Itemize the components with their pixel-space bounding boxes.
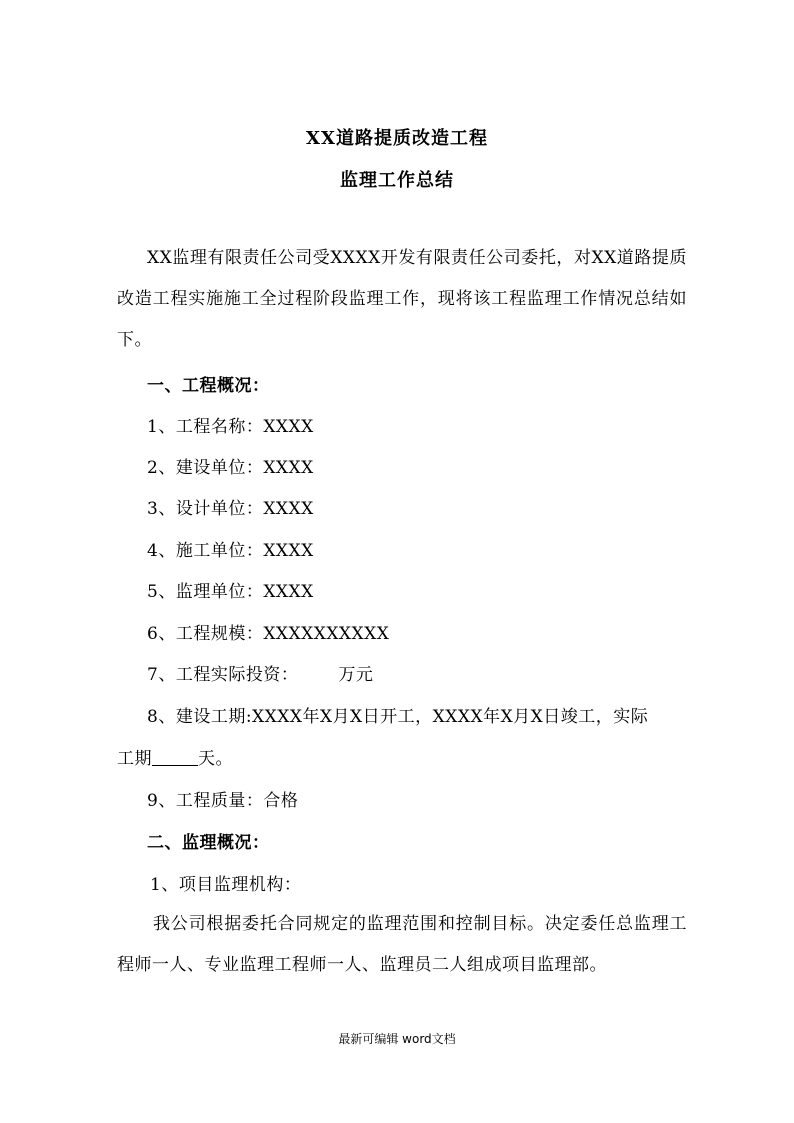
blank-underline bbox=[152, 749, 198, 766]
list-item: 9、工程质量：合格 bbox=[147, 791, 299, 811]
investment-line bbox=[147, 663, 717, 687]
period-prefix: 工期 bbox=[117, 749, 152, 769]
list-item: 5、监理单位：XXXX bbox=[147, 582, 314, 602]
organization-paragraph: 我公司根据委托合同规定的监理范围和控制目标。决定委任总监理工程师一人、专业监理工程师一人、监理员二人组成项目监理部。 bbox=[117, 914, 687, 975]
document-title: XX道路提质改造工程 bbox=[306, 128, 488, 149]
list-item: 2、建设单位：XXXX bbox=[147, 458, 314, 478]
list-item: 4、施工单位：XXXX bbox=[147, 541, 314, 561]
period-suffix: 天。 bbox=[198, 749, 233, 769]
investment-unit: 万元 bbox=[338, 665, 374, 685]
subheading-organization: 1、项目监理机构： bbox=[150, 875, 302, 895]
period-continuation bbox=[117, 747, 687, 771]
intro-paragraph: XX监理有限责任公司受XXXX开发有限责任公司委托，对XX道路提质改造工程实施施工全过程阶段监理工作，现将该工程监理工作情况总结如下。 bbox=[117, 248, 687, 350]
list-item: 1、工程名称：XXXX bbox=[147, 417, 314, 437]
section-heading-overview: 一、工程概况： bbox=[147, 376, 270, 396]
section-heading-supervision: 二、监理概况： bbox=[147, 833, 270, 853]
list-item: 3、设计单位：XXXX bbox=[147, 499, 314, 519]
investment-label: 7、工程实际投资： bbox=[147, 665, 299, 685]
page-footer: 最新可编辑 word文档 bbox=[338, 1032, 456, 1046]
list-item: 6、工程规模：XXXXXXXXXX bbox=[147, 624, 390, 644]
document-subtitle: 监理工作总结 bbox=[340, 170, 454, 191]
period-line: 8、建设工期:XXXX年X月X日开工，XXXX年X月X日竣工，实际 bbox=[147, 707, 649, 727]
